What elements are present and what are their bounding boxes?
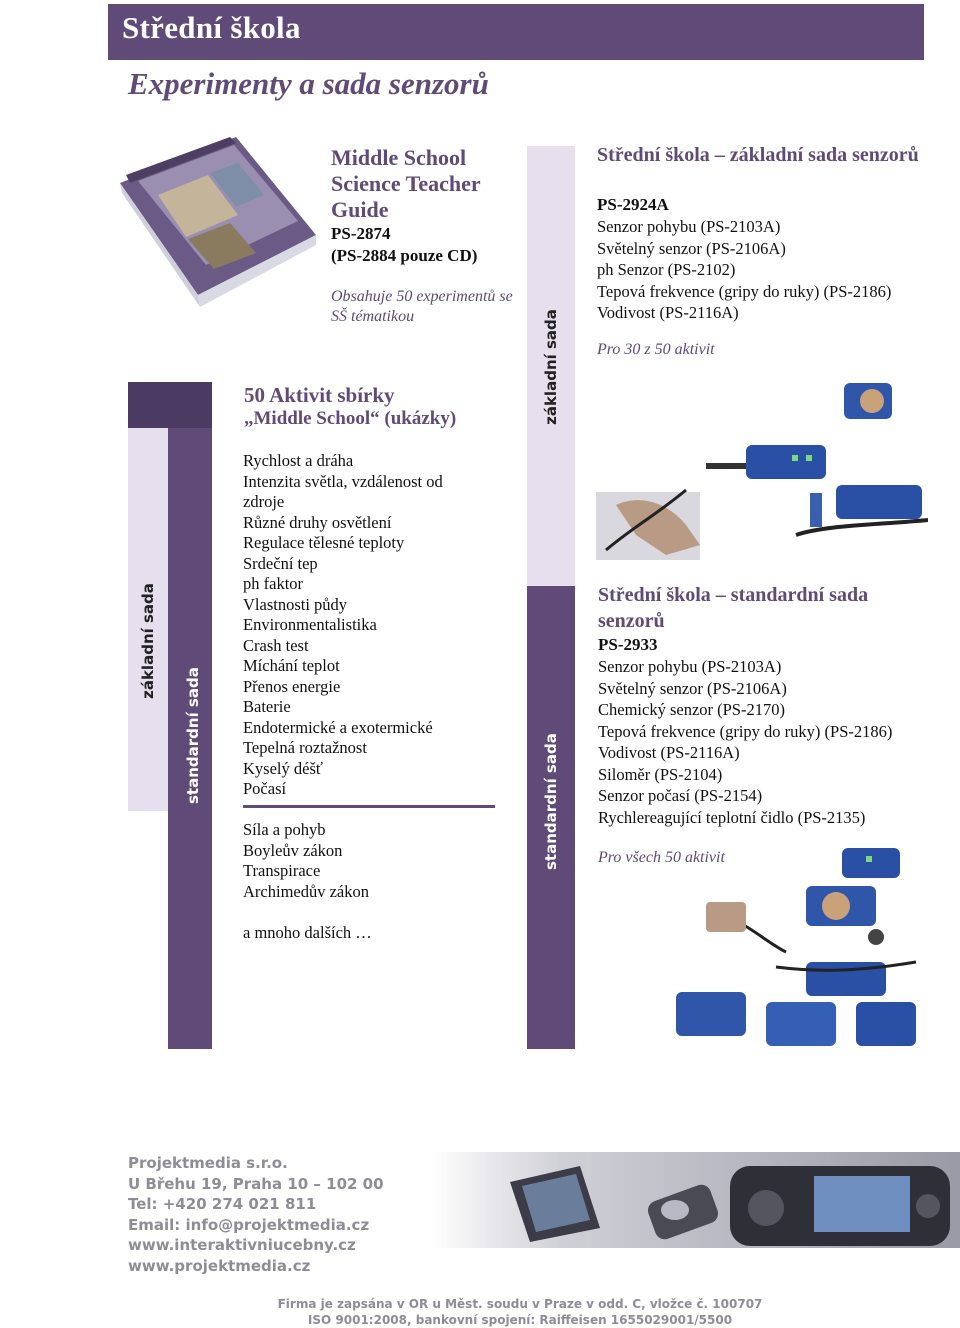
- standard-label-left: standardní sada: [184, 667, 202, 804]
- activities-more: a mnoho dalších …: [243, 923, 372, 942]
- page-title: Střední škola: [122, 10, 301, 45]
- list-item: Tepová frekvence (gripy do ruky) (PS-2186): [597, 281, 892, 301]
- list-item: Kyselý déšť: [243, 758, 323, 778]
- company-name: Projektmedia s.r.o.: [128, 1154, 288, 1172]
- guide-cd-code: (PS-2884 pouze CD): [331, 246, 478, 265]
- list-item: Vodivost (PS-2116A): [598, 743, 740, 762]
- teacher-guide-book-image: [118, 135, 318, 310]
- activities-title: 50 Aktivit sbírky: [244, 383, 395, 407]
- activities-divider: [243, 805, 495, 808]
- standard-set-items: [598, 656, 892, 828]
- footer-legal-1: Firma je zapsána v OR u Měst. soudu v Praze v odd. C, vložce č. 100707: [277, 1297, 763, 1311]
- standard-set-code: PS-2933: [598, 635, 658, 654]
- list-item: Vodivost (PS-2116A): [597, 303, 739, 322]
- footer-devices-image: [430, 1152, 960, 1248]
- list-item: Světelný senzor (PS-2106A): [597, 238, 786, 258]
- company-website-2[interactable]: www.projektmedia.cz: [128, 1256, 311, 1275]
- list-item: Síla a pohyb: [243, 820, 326, 839]
- basic-set-title: Střední škola – základní sada senzorů: [597, 144, 919, 166]
- basic-label-left: základní sada: [139, 583, 157, 699]
- activities-list-extra: [243, 820, 369, 902]
- list-item: Různé druhy osvětlení: [243, 512, 392, 532]
- standard-label-middle: standardní sada: [542, 733, 560, 870]
- list-item: Senzor pohybu (PS-2103A): [598, 657, 782, 676]
- list-item: Boyleův zákon: [243, 840, 343, 860]
- activities-subtitle: „Middle School“ (ukázky): [244, 408, 457, 429]
- guide-title: Middle School Science Teacher Guide: [331, 145, 481, 222]
- page-subtitle: Experimenty a sada senzorů: [128, 66, 489, 101]
- list-item: Tepelná roztažnost: [243, 738, 367, 757]
- basic-bar-top: [128, 382, 212, 428]
- list-item: Rychlereagující teplotní čidlo (PS-2135): [598, 807, 866, 827]
- basic-label-middle: základní sada: [542, 309, 560, 425]
- list-item: Počasí: [243, 779, 287, 798]
- guide-code-number: PS-2874: [331, 224, 391, 243]
- list-item: Intenzita světla, vzdálenost od: [243, 471, 443, 491]
- list-item: Srdeční tep: [243, 553, 318, 573]
- basic-set-items: [597, 216, 891, 324]
- standard-set-note: Pro všech 50 aktivit: [598, 849, 725, 866]
- list-item: Environmentalistika: [243, 615, 377, 634]
- basic-set-note: Pro 30 z 50 aktivit: [597, 341, 715, 358]
- list-item: ph Senzor (PS-2102): [597, 260, 736, 279]
- list-item: Tepová frekvence (gripy do ruky) (PS-2186): [598, 721, 893, 741]
- list-item: Míchání teplot: [243, 656, 340, 675]
- list-item: Siloměr (PS-2104): [598, 764, 723, 784]
- basic-sensors-image: [596, 375, 928, 560]
- list-item: Crash test: [243, 635, 309, 655]
- guide-note: Obsahuje 50 experimentů se SŠ tématikou: [331, 288, 513, 325]
- footer-legal-2: ISO 9001:2008, bankovní spojení: Raiffeisen 1655029001/5500: [307, 1313, 733, 1327]
- list-item: Archimedův zákon: [243, 881, 369, 901]
- list-item: zdroje: [243, 492, 285, 511]
- list-item: Senzor pohybu (PS-2103A): [597, 217, 781, 236]
- list-item: Baterie: [243, 697, 291, 716]
- list-item: Chemický senzor (PS-2170): [598, 700, 785, 719]
- company-address: U Břehu 19, Praha 10 – 102 00: [128, 1174, 384, 1193]
- guide-code: [331, 223, 477, 267]
- activities-list: [243, 451, 513, 800]
- list-item: Vlastnosti půdy: [243, 594, 348, 614]
- list-item: Rychlost a dráha: [243, 451, 354, 470]
- list-item: Transpirace: [243, 861, 321, 880]
- standard-sensors-image: [676, 842, 926, 1072]
- list-item: Regulace tělesné teploty: [243, 533, 405, 552]
- company-email[interactable]: Email: info@projektmedia.cz: [128, 1215, 370, 1234]
- company-phone: Tel: +420 274 021 811: [128, 1195, 317, 1213]
- list-item: Přenos energie: [243, 676, 341, 696]
- company-website-1[interactable]: www.interaktivniucebny.cz: [128, 1236, 356, 1254]
- list-item: Senzor počasí (PS-2154): [598, 786, 763, 805]
- basic-set-code: PS-2924A: [597, 195, 669, 214]
- list-item: Endotermické a exotermické: [243, 717, 433, 737]
- footer-contact: [128, 1153, 384, 1276]
- list-item: ph faktor: [243, 574, 304, 593]
- standard-set-title: Střední škola – standardní sada senzorů: [598, 584, 869, 632]
- list-item: Světelný senzor (PS-2106A): [598, 678, 787, 698]
